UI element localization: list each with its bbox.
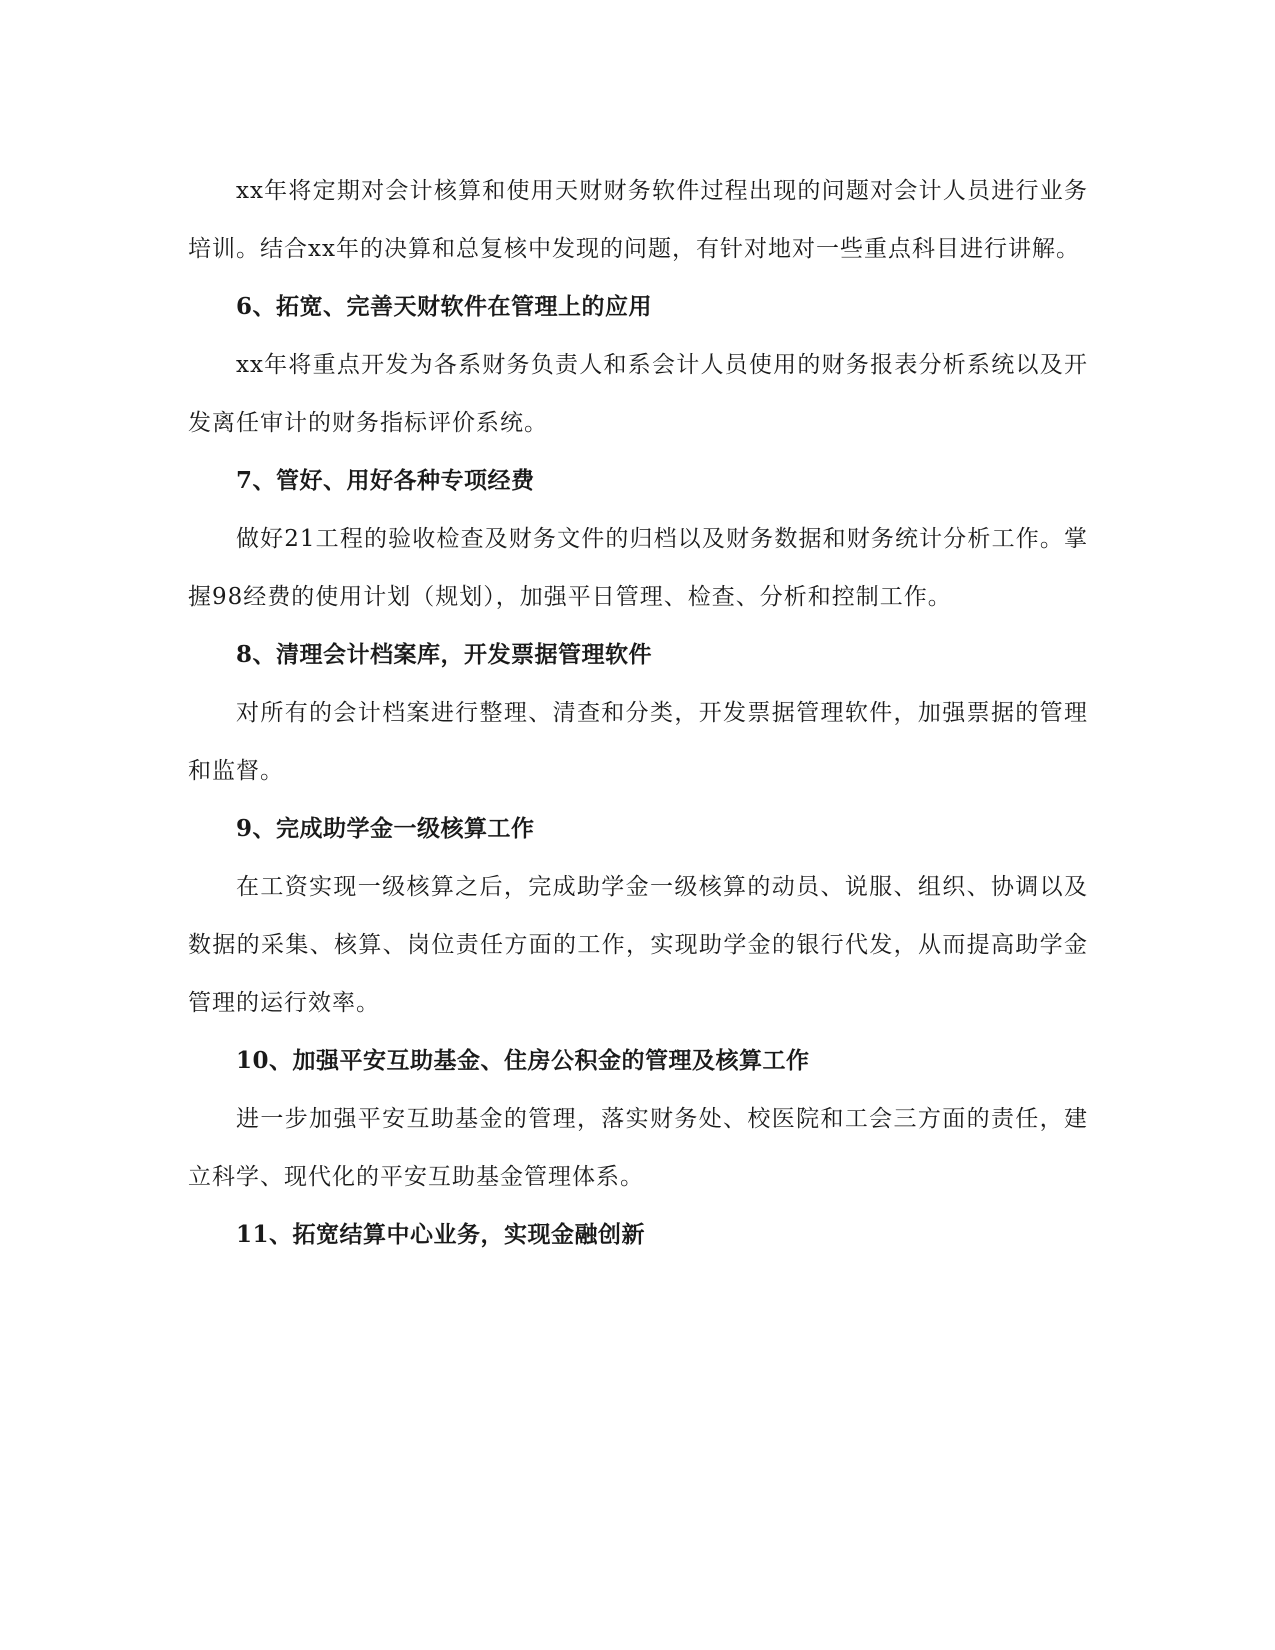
document-body (188, 162, 1088, 1264)
paragraph-mutual-aid-fund: 进一步加强平安互助基金的管理，落实财务处、校医院和工会三方面的责任，建立科学、现代化的平安互助基金管理体系。 (188, 1106, 1088, 1190)
heading-10: 10、加强平安互助基金、住房公积金的管理及核算工作 (236, 1047, 810, 1074)
paragraph-software-development: xx年将重点开发为各系财务负责人和系会计人员使用的财务报表分析系统以及开发离任审计的财务指标评价系统。 (188, 352, 1088, 436)
paragraph-scholarship: 在工资实现一级核算之后，完成助学金一级核算的动员、说服、组织、协调以及数据的采集、核算、岗位责任方面的工作，实现助学金的银行代发，从而提高助学金管理的运行效率。 (188, 874, 1088, 1016)
heading-9: 9、完成助学金一级核算工作 (236, 815, 535, 842)
heading-7: 7、管好、用好各种专项经费 (236, 467, 535, 494)
paragraph-archives: 对所有的会计档案进行整理、清查和分类，开发票据管理软件，加强票据的管理和监督。 (188, 700, 1088, 784)
paragraph-training: xx年将定期对会计核算和使用天财财务软件过程出现的问题对会计人员进行业务培训。结合xx年的决算和总复核中发现的问题，有针对地对一些重点科目进行讲解。 (188, 178, 1088, 262)
heading-8: 8、清理会计档案库，开发票据管理软件 (236, 641, 653, 668)
heading-11: 11、拓宽结算中心业务，实现金融创新 (236, 1221, 646, 1248)
heading-6: 6、拓宽、完善天财软件在管理上的应用 (236, 293, 653, 320)
paragraph-special-funds: 做好21工程的验收检查及财务文件的归档以及财务数据和财务统计分析工作。掌握98经费的使用计划（规划），加强平日管理、检查、分析和控制工作。 (188, 526, 1088, 610)
